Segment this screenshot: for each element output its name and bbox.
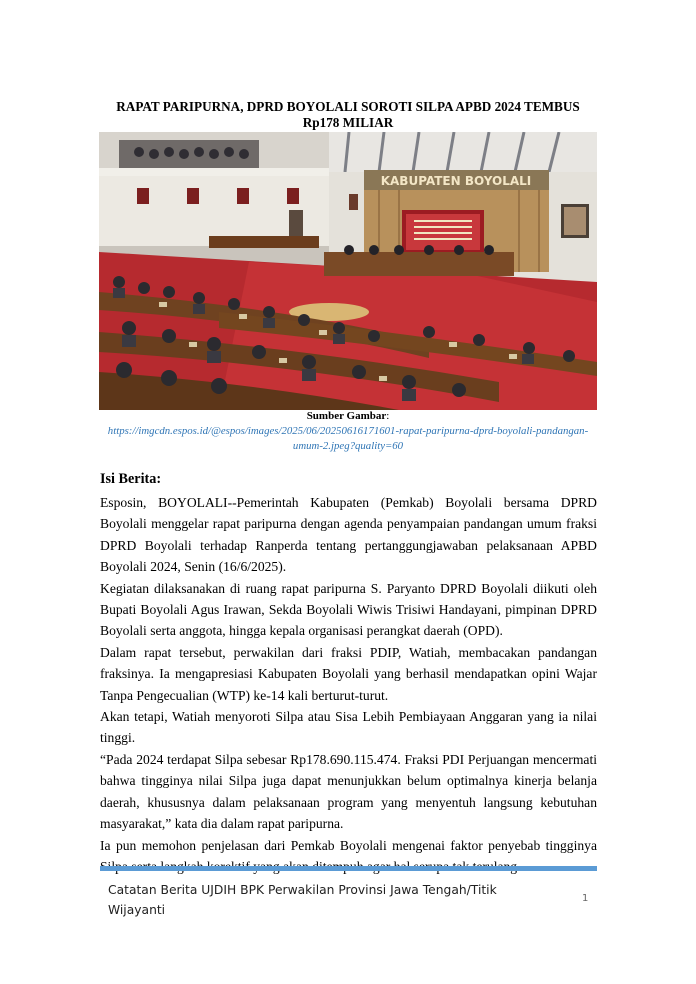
news-photo [99, 132, 597, 410]
news-body [100, 492, 597, 877]
paragraph: Akan tetapi, Watiah menyoroti Silpa atau Sisa Lebih Pembiayaan Anggaran yang ia nilai tinggi. [100, 709, 597, 746]
paragraph: Esposin, BOYOLALI--Pemerintah Kabupaten (Pemkab) Boyolali bersama DPRD Boyolali menggelar rapat paripurna dengan agenda penyampaian pandangan umum fraksi DPRD Boyolali terhadap Ranperda tentang pertanggungjawaban pelaksanaan APBD Boyolali 2024, Senin (16/6/2025). [100, 495, 597, 575]
document-title: RAPAT PARIPURNA, DPRD BOYOLALI SOROTI SILPA APBD 2024 TEMBUS Rp178 MILIAR [116, 99, 580, 130]
section-heading: Isi Berita: [100, 471, 162, 487]
paragraph: Ia pun memohon penjelasan dari Pemkab Boyolali mengenai faktor penyebab tingginya [100, 837, 597, 853]
paragraph: Kegiatan dilaksanakan di ruang rapat paripurna S. Paryanto DPRD Boyolali diikuti oleh Bupati Boyolali Agus Irawan, Sekda Boyolali Wiwis Trisiwi Handayani, pimpinan DPRD Boyolali serta anggota, hingga kepala organisasi perangkat daerah (OPD). [100, 580, 597, 639]
photo-sign-text: KABUPATEN BOYOLALI [380, 174, 532, 188]
image-source-url[interactable]: https://imgcdn.espos.id/@espos/images/2025/06/20250616171601-rapat-paripurna-dprd-boyolali-pandangan-umum-2.jpeg?quality=60 [107, 425, 589, 452]
footer-divider [100, 866, 597, 871]
image-source-label: Sumber Gambar: [306, 410, 390, 422]
paragraph: Dalam rapat tersebut, perwakilan dari fraksi PDIP, Watiah, membacakan pandangan fraksinya. Ia mengapresiasi Kabupaten Boyolali yang berhasil mendapatkan opini Wajar Tanpa Pengecualian (WTP) ke-14 kali berturut-turut. [100, 644, 597, 703]
footer-text: Catatan Berita UJDIH BPK Perwakilan Provinsi Jawa Tengah/Titik Wijayanti [108, 883, 497, 917]
paragraph: “Pada 2024 terdapat Silpa sebesar Rp178.690.115.474. Fraksi PDI Perjuangan mencermati bahwa tingginya nilai Silpa juga dapat menunjukkan belum optimalnya kinerja belanja daerah, khususnya dalam pelaksanaan program yang menyentuh langsung kebutuhan masyarakat,” kata dia dalam rapat paripurna. [100, 751, 597, 832]
page-number: 1 [582, 893, 589, 904]
